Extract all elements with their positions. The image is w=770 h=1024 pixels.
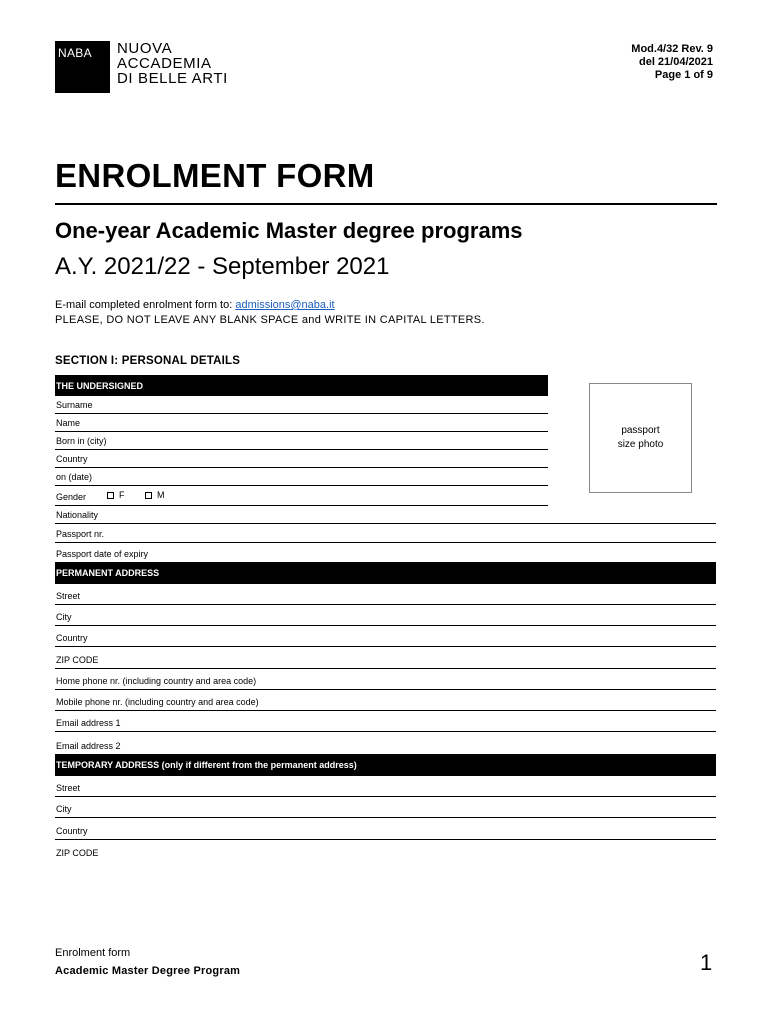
field-label: City (56, 612, 72, 622)
permanent-country-field[interactable] (55, 626, 716, 647)
surname-field[interactable] (55, 396, 548, 414)
page-indicator: Page 1 of 9 (654, 69, 713, 81)
undersigned-header: THE UNDERSIGNED (55, 375, 548, 396)
birth-country-field[interactable] (55, 450, 548, 468)
field-label: Country (56, 633, 88, 643)
field-label: ZIP CODE (56, 655, 99, 665)
gender-option-m[interactable] (145, 490, 165, 500)
logo-line-1: NUOVA (117, 40, 173, 57)
academic-year: A.Y. 2021/22 - September 2021 (55, 253, 390, 280)
field-label: ZIP CODE (56, 848, 99, 858)
field-label: Nationality (56, 510, 99, 520)
field-label: Gender (56, 492, 87, 502)
revision-date: del 21/04/2021 (638, 56, 713, 68)
field-label: Born in (city) (56, 436, 107, 446)
field-label: Surname (56, 400, 93, 410)
logo-line-3: DI BELLE ARTI (117, 70, 228, 87)
field-label: Country (56, 826, 88, 836)
field-label: City (56, 804, 72, 814)
email-instruction-text: E-mail completed enrolment form to: (55, 299, 236, 311)
born-in-city-field[interactable] (55, 432, 548, 450)
section-title: SECTION I: PERSONAL DETAILS (55, 355, 241, 367)
field-label: Email address 2 (56, 741, 121, 751)
logo-wordmark (117, 41, 228, 86)
mod-number: Mod.4/32 Rev. 9 (631, 43, 713, 55)
email-instruction (55, 299, 335, 311)
passport-photo-box (589, 383, 692, 493)
temporary-city-field[interactable] (55, 797, 716, 818)
email-address-1-field[interactable] (55, 711, 716, 732)
field-label: Name (56, 418, 81, 428)
temporary-zip-field[interactable] (55, 840, 716, 861)
photo-label-line-1: passport (621, 425, 660, 436)
logo-line-2: ACCADEMIA (117, 55, 212, 72)
field-label: Street (56, 783, 81, 793)
permanent-address-header: PERMANENT ADDRESS (55, 562, 716, 584)
capital-letters-note: PLEASE, DO NOT LEAVE ANY BLANK SPACE and WRITE IN CAPITAL LETTERS. (55, 314, 485, 326)
photo-label-line-2: size photo (617, 439, 664, 450)
gender-field (55, 486, 548, 506)
field-label: Street (56, 591, 81, 601)
mobile-phone-field[interactable] (55, 690, 716, 711)
title-divider (55, 203, 717, 205)
checkbox-m[interactable] (145, 492, 152, 499)
program-subtitle: One-year Academic Master degree programs (55, 218, 523, 243)
field-label: Passport nr. (56, 529, 105, 539)
name-field[interactable] (55, 414, 548, 432)
permanent-zip-field[interactable] (55, 647, 716, 669)
footer-form-name: Enrolment form (55, 947, 131, 959)
temporary-country-field[interactable] (55, 818, 716, 840)
passport-number-field[interactable] (55, 524, 716, 543)
naba-logo (55, 41, 228, 93)
admissions-email-link[interactable]: admissions@naba.it (235, 299, 335, 311)
logo-mark: NABA (55, 41, 110, 93)
gender-option-f[interactable] (107, 490, 125, 500)
home-phone-field[interactable] (55, 669, 716, 690)
field-label: Passport date of expiry (56, 549, 149, 559)
field-label: Email address 1 (56, 718, 121, 728)
field-label: on (date) (56, 472, 93, 482)
gender-f-label: F (119, 490, 125, 500)
temporary-street-field[interactable] (55, 776, 716, 797)
permanent-city-field[interactable] (55, 605, 716, 626)
footer-program-name: Academic Master Degree Program (55, 965, 241, 977)
field-label: Country (56, 454, 88, 464)
field-label: Home phone nr. (including country and area code) (56, 676, 257, 686)
field-label: Mobile phone nr. (including country and area code) (56, 697, 259, 707)
page-number: 1 (700, 950, 713, 975)
document-revision (631, 43, 713, 82)
temporary-address-header: TEMPORARY ADDRESS (only if different from the permanent address) (55, 754, 716, 776)
permanent-street-field[interactable] (55, 584, 716, 605)
page-title: ENROLMENT FORM (55, 157, 375, 194)
birth-date-field[interactable] (55, 468, 548, 486)
gender-m-label: M (157, 490, 165, 500)
email-address-2-field[interactable] (55, 732, 716, 754)
checkbox-f[interactable] (107, 492, 114, 499)
passport-expiry-field[interactable] (55, 543, 716, 562)
nationality-field[interactable] (55, 506, 716, 524)
